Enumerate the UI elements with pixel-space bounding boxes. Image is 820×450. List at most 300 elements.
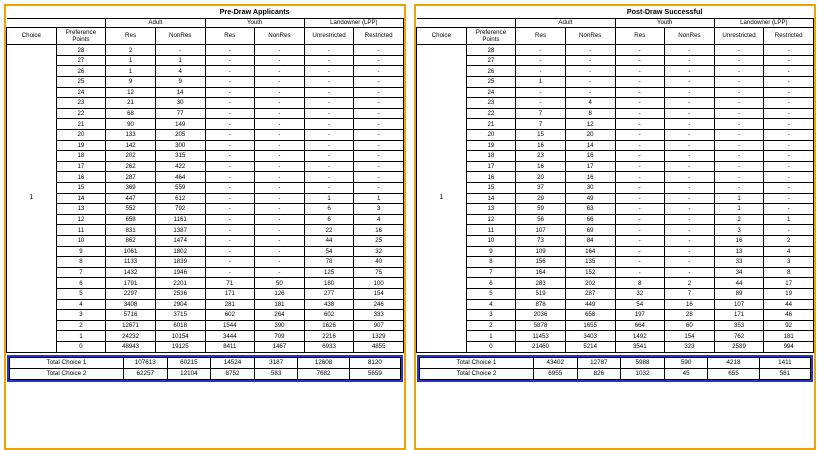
- cell-lpp-unrestricted: -: [714, 140, 764, 151]
- table-row: [417, 341, 814, 352]
- cell-lpp-restricted: -: [354, 183, 404, 194]
- cell-youth-nonres: -: [665, 77, 715, 88]
- cell-youth-nonres: -: [255, 204, 305, 215]
- cell-youth-nonres: -: [255, 161, 305, 172]
- cell-adult-res: 3408: [106, 299, 156, 310]
- cell-adult-nonres: 16: [565, 151, 615, 162]
- cell-lpp-restricted: 92: [764, 320, 814, 331]
- cell-adult-res: 2: [106, 45, 156, 56]
- group-spacer-pp: [56, 19, 106, 27]
- cell-lpp-restricted: 2: [764, 235, 814, 246]
- cell-adult-res: 23: [516, 151, 566, 162]
- cell-lpp-unrestricted: 44: [304, 235, 354, 246]
- cell-lpp-unrestricted: 33: [714, 257, 764, 268]
- cell-lpp-restricted: -: [354, 98, 404, 109]
- cell-preference-points: 19: [466, 140, 516, 151]
- table-row: [7, 310, 404, 321]
- cell-adult-res: 24232: [106, 331, 156, 342]
- header-youth-nonres: NonRes: [665, 27, 715, 45]
- group-spacer-pp: [466, 19, 516, 27]
- cell-adult-res: -: [516, 98, 566, 109]
- cell-lpp-unrestricted: -: [714, 77, 764, 88]
- cell-preference-points: 13: [466, 204, 516, 215]
- cell-adult-res: 12671: [106, 320, 156, 331]
- cell-adult-res: 107: [516, 225, 566, 236]
- cell-adult-nonres: 1161: [155, 214, 205, 225]
- cell-youth-nonres: -: [255, 66, 305, 77]
- group-adult: Adult: [516, 19, 615, 27]
- header-choice: Choice: [417, 27, 467, 45]
- cell-adult-nonres: -: [565, 55, 615, 66]
- totals-youth-res: 1032: [621, 368, 665, 379]
- cell-youth-res: -: [615, 257, 665, 268]
- cell-youth-res: -: [615, 235, 665, 246]
- cell-youth-nonres: -: [255, 151, 305, 162]
- cell-lpp-restricted: -: [354, 130, 404, 141]
- cell-adult-res: 1: [516, 77, 566, 88]
- cell-youth-nonres: 181: [255, 299, 305, 310]
- cell-lpp-unrestricted: 1: [714, 193, 764, 204]
- cell-preference-points: 20: [56, 130, 106, 141]
- cell-adult-nonres: 152: [565, 267, 615, 278]
- cell-youth-res: -: [615, 214, 665, 225]
- cell-youth-nonres: 154: [665, 331, 715, 342]
- cell-youth-res: -: [615, 55, 665, 66]
- table-row: [7, 278, 404, 289]
- header-preference-points: Preference Points: [56, 27, 106, 45]
- choice-value: 1: [417, 45, 467, 352]
- cell-lpp-restricted: -: [764, 172, 814, 183]
- totals-label: Total Choice 1: [420, 357, 534, 368]
- header-youth-res: Res: [205, 27, 255, 45]
- cell-youth-res: 664: [615, 320, 665, 331]
- cell-lpp-unrestricted: 2: [714, 214, 764, 225]
- cell-adult-nonres: 30: [155, 98, 205, 109]
- cell-youth-nonres: -: [665, 140, 715, 151]
- cell-youth-res: -: [615, 193, 665, 204]
- header-adult-res: Res: [516, 27, 566, 45]
- cell-lpp-unrestricted: 602: [304, 310, 354, 321]
- cell-adult-res: 16: [516, 140, 566, 151]
- cell-adult-nonres: 9: [155, 77, 205, 88]
- table-row: [417, 119, 814, 130]
- cell-preference-points: 6: [56, 278, 106, 289]
- cell-youth-res: -: [205, 246, 255, 257]
- cell-adult-res: 7: [516, 119, 566, 130]
- cell-adult-nonres: 3403: [565, 331, 615, 342]
- cell-adult-nonres: 19125: [155, 341, 205, 352]
- cell-youth-nonres: 16: [665, 299, 715, 310]
- cell-adult-nonres: 17: [565, 161, 615, 172]
- cell-youth-nonres: -: [255, 172, 305, 183]
- cell-lpp-restricted: 333: [354, 310, 404, 321]
- cell-lpp-unrestricted: 54: [304, 246, 354, 257]
- cell-adult-res: -: [516, 55, 566, 66]
- cell-youth-nonres: 126: [255, 288, 305, 299]
- cell-youth-res: 197: [615, 310, 665, 321]
- cell-adult-nonres: 12: [565, 119, 615, 130]
- table-row: [417, 140, 814, 151]
- cell-preference-points: 21: [56, 119, 106, 130]
- totals-box-pre-draw: [7, 355, 403, 383]
- cell-adult-res: 447: [106, 193, 156, 204]
- cell-adult-nonres: 422: [155, 161, 205, 172]
- cell-lpp-unrestricted: -: [304, 172, 354, 183]
- cell-lpp-restricted: 8: [764, 267, 814, 278]
- cell-adult-res: 1133: [106, 257, 156, 268]
- table-row: [417, 310, 814, 321]
- table-row: [7, 193, 404, 204]
- cell-preference-points: 24: [56, 87, 106, 98]
- cell-preference-points: 25: [466, 77, 516, 88]
- cell-lpp-unrestricted: 1: [714, 204, 764, 215]
- cell-preference-points: 5: [466, 288, 516, 299]
- cell-preference-points: 27: [466, 55, 516, 66]
- cell-youth-nonres: 709: [255, 331, 305, 342]
- cell-youth-nonres: -: [665, 183, 715, 194]
- cell-youth-res: 32: [615, 288, 665, 299]
- totals-youth-nonres: 45: [664, 368, 708, 379]
- cell-adult-res: 16: [516, 161, 566, 172]
- cell-preference-points: 3: [466, 310, 516, 321]
- cell-preference-points: 12: [56, 214, 106, 225]
- totals-youth-res: 5988: [621, 357, 665, 368]
- table-row: [417, 246, 814, 257]
- totals-youth-res: 14524: [211, 357, 255, 368]
- header-lpp-unrestricted: Unrestricted: [304, 27, 354, 45]
- header-lpp-restricted: Restricted: [354, 27, 404, 45]
- table-row: [417, 108, 814, 119]
- cell-youth-nonres: -: [665, 108, 715, 119]
- cell-youth-nonres: -: [665, 161, 715, 172]
- cell-adult-nonres: 559: [155, 183, 205, 194]
- cell-youth-nonres: -: [665, 204, 715, 215]
- cell-lpp-restricted: -: [764, 161, 814, 172]
- cell-adult-res: 11453: [516, 331, 566, 342]
- cell-adult-res: 1432: [106, 267, 156, 278]
- table-row: [7, 204, 404, 215]
- cell-adult-res: 2036: [516, 310, 566, 321]
- cell-preference-points: 9: [466, 246, 516, 257]
- table-row: [417, 151, 814, 162]
- group-header-row: [417, 19, 814, 27]
- cell-lpp-unrestricted: 2216: [304, 331, 354, 342]
- cell-adult-res: 37: [516, 183, 566, 194]
- cell-lpp-unrestricted: 277: [304, 288, 354, 299]
- cell-youth-nonres: -: [255, 45, 305, 56]
- cell-youth-res: -: [205, 130, 255, 141]
- cell-adult-nonres: -: [155, 45, 205, 56]
- cell-lpp-restricted: -: [764, 225, 814, 236]
- cell-adult-nonres: 658: [565, 310, 615, 321]
- cell-adult-res: 5878: [516, 320, 566, 331]
- cell-lpp-unrestricted: 762: [714, 331, 764, 342]
- group-youth: Youth: [205, 19, 304, 27]
- totals-table-post-draw: [419, 357, 811, 381]
- cell-adult-res: 90: [106, 119, 156, 130]
- cell-preference-points: 13: [56, 204, 106, 215]
- cell-lpp-unrestricted: 438: [304, 299, 354, 310]
- cell-lpp-unrestricted: 16: [714, 235, 764, 246]
- cell-adult-nonres: 84: [565, 235, 615, 246]
- cell-youth-res: 602: [205, 310, 255, 321]
- cell-adult-res: 831: [106, 225, 156, 236]
- cell-preference-points: 8: [466, 257, 516, 268]
- table-row: [417, 45, 814, 56]
- cell-lpp-restricted: -: [764, 45, 814, 56]
- cell-preference-points: 16: [56, 172, 106, 183]
- table-row: [7, 151, 404, 162]
- totals-lpp-unrestricted: 655: [708, 368, 759, 379]
- cell-youth-nonres: -: [255, 140, 305, 151]
- cell-adult-res: 29: [516, 193, 566, 204]
- table-row: [417, 331, 814, 342]
- cell-preference-points: 11: [466, 225, 516, 236]
- cell-preference-points: 27: [56, 55, 106, 66]
- cell-adult-nonres: 30: [565, 183, 615, 194]
- cell-adult-res: 109: [516, 246, 566, 257]
- cell-lpp-restricted: 4: [354, 214, 404, 225]
- cell-adult-nonres: 164: [565, 246, 615, 257]
- table-row: [7, 235, 404, 246]
- cell-adult-nonres: -: [565, 77, 615, 88]
- cell-adult-nonres: 464: [155, 172, 205, 183]
- cell-adult-nonres: 1: [155, 55, 205, 66]
- cell-preference-points: 0: [466, 341, 516, 352]
- cell-preference-points: 9: [56, 246, 106, 257]
- cell-youth-res: 1544: [205, 320, 255, 331]
- cell-adult-res: 164: [516, 267, 566, 278]
- header-lpp-unrestricted: Unrestricted: [714, 27, 764, 45]
- cell-adult-res: 283: [516, 278, 566, 289]
- table-row: [7, 161, 404, 172]
- cell-lpp-unrestricted: -: [304, 77, 354, 88]
- cell-lpp-restricted: 75: [354, 267, 404, 278]
- cell-lpp-unrestricted: 6933: [304, 341, 354, 352]
- group-landowner: Landowner (LPP): [714, 19, 813, 27]
- cell-lpp-unrestricted: 171: [714, 310, 764, 321]
- table-row: [7, 55, 404, 66]
- cell-adult-res: 369: [106, 183, 156, 194]
- cell-youth-nonres: -: [255, 214, 305, 225]
- cell-lpp-unrestricted: 89: [714, 288, 764, 299]
- cell-lpp-unrestricted: 180: [304, 278, 354, 289]
- table-row: [7, 172, 404, 183]
- cell-lpp-unrestricted: -: [714, 130, 764, 141]
- cell-adult-res: 287: [106, 172, 156, 183]
- cell-adult-res: 15: [516, 130, 566, 141]
- cell-adult-nonres: 1655: [565, 320, 615, 331]
- cell-youth-nonres: -: [665, 235, 715, 246]
- table-row: [417, 87, 814, 98]
- cell-adult-res: 133: [106, 130, 156, 141]
- cell-adult-nonres: 14: [565, 140, 615, 151]
- table-row: [7, 45, 404, 56]
- cell-adult-nonres: 1839: [155, 257, 205, 268]
- cell-lpp-unrestricted: -: [304, 140, 354, 151]
- totals-adult-res: 62257: [123, 368, 167, 379]
- cell-youth-nonres: -: [665, 246, 715, 257]
- cell-preference-points: 12: [466, 214, 516, 225]
- table-row: [417, 172, 814, 183]
- cell-lpp-unrestricted: 6: [304, 204, 354, 215]
- cell-lpp-restricted: -: [354, 140, 404, 151]
- group-youth: Youth: [615, 19, 714, 27]
- cell-lpp-restricted: 44: [764, 299, 814, 310]
- cell-youth-res: -: [205, 214, 255, 225]
- cell-lpp-restricted: -: [764, 204, 814, 215]
- cell-preference-points: 25: [56, 77, 106, 88]
- table-row: [7, 77, 404, 88]
- totals-row: [10, 368, 401, 379]
- cell-adult-nonres: 49: [565, 193, 615, 204]
- header-choice: Choice: [7, 27, 57, 45]
- cell-youth-nonres: -: [255, 77, 305, 88]
- cell-adult-nonres: 4: [565, 98, 615, 109]
- cell-youth-res: -: [615, 204, 665, 215]
- cell-youth-res: -: [615, 246, 665, 257]
- cell-adult-nonres: 8: [565, 108, 615, 119]
- cell-adult-nonres: 1802: [155, 246, 205, 257]
- cell-adult-nonres: 612: [155, 193, 205, 204]
- cell-lpp-restricted: 907: [354, 320, 404, 331]
- cell-youth-nonres: 323: [665, 341, 715, 352]
- cell-adult-nonres: 6018: [155, 320, 205, 331]
- cell-youth-nonres: -: [255, 108, 305, 119]
- cell-youth-nonres: -: [665, 267, 715, 278]
- cell-youth-nonres: -: [665, 193, 715, 204]
- table-title-row: [417, 6, 814, 19]
- cell-lpp-restricted: 181: [764, 331, 814, 342]
- table-row: [417, 278, 814, 289]
- cell-lpp-restricted: 17: [764, 278, 814, 289]
- cell-preference-points: 23: [56, 98, 106, 109]
- cell-adult-res: 202: [106, 151, 156, 162]
- table-row: [7, 66, 404, 77]
- cell-lpp-restricted: 16: [354, 225, 404, 236]
- cell-youth-res: 8411: [205, 341, 255, 352]
- cell-lpp-restricted: -: [354, 119, 404, 130]
- cell-youth-res: -: [205, 257, 255, 268]
- totals-youth-nonres: 583: [254, 368, 298, 379]
- cell-youth-nonres: -: [255, 98, 305, 109]
- cell-adult-res: 73: [516, 235, 566, 246]
- table-row: [7, 98, 404, 109]
- table-row: [417, 257, 814, 268]
- cell-lpp-restricted: 1329: [354, 331, 404, 342]
- cell-adult-res: -: [516, 66, 566, 77]
- table-row: [7, 119, 404, 130]
- cell-lpp-restricted: -: [354, 45, 404, 56]
- totals-lpp-unrestricted: 12608: [298, 357, 349, 368]
- cell-youth-nonres: -: [255, 257, 305, 268]
- cell-preference-points: 18: [466, 151, 516, 162]
- cell-youth-nonres: -: [255, 193, 305, 204]
- cell-lpp-restricted: -: [764, 193, 814, 204]
- cell-lpp-unrestricted: -: [714, 172, 764, 183]
- cell-youth-res: 71: [205, 278, 255, 289]
- cell-youth-res: -: [615, 77, 665, 88]
- cell-youth-res: -: [615, 130, 665, 141]
- cell-lpp-restricted: 25: [354, 235, 404, 246]
- header-lpp-restricted: Restricted: [764, 27, 814, 45]
- cell-lpp-unrestricted: -: [714, 45, 764, 56]
- cell-youth-nonres: -: [665, 214, 715, 225]
- cell-youth-res: -: [205, 204, 255, 215]
- cell-adult-nonres: -: [565, 45, 615, 56]
- cell-youth-nonres: -: [665, 98, 715, 109]
- cell-lpp-unrestricted: -: [304, 183, 354, 194]
- cell-youth-res: -: [205, 119, 255, 130]
- cell-preference-points: 28: [56, 45, 106, 56]
- table-row: [417, 299, 814, 310]
- cell-adult-res: 1061: [106, 246, 156, 257]
- cell-lpp-unrestricted: -: [714, 161, 764, 172]
- table-row: [417, 267, 814, 278]
- cell-adult-res: 156: [516, 257, 566, 268]
- cell-lpp-unrestricted: 6: [304, 214, 354, 225]
- cell-adult-res: 1791: [106, 278, 156, 289]
- totals-adult-nonres: 12787: [577, 357, 621, 368]
- cell-lpp-unrestricted: -: [304, 66, 354, 77]
- cell-lpp-restricted: -: [764, 130, 814, 141]
- totals-lpp-restricted: 8120: [349, 357, 400, 368]
- cell-lpp-unrestricted: 1: [304, 193, 354, 204]
- cell-lpp-unrestricted: 13: [714, 246, 764, 257]
- cell-youth-res: -: [205, 193, 255, 204]
- totals-youth-res: 8752: [211, 368, 255, 379]
- cell-adult-nonres: 449: [565, 299, 615, 310]
- table-row: [417, 235, 814, 246]
- cell-youth-res: -: [615, 161, 665, 172]
- totals-label: Total Choice 1: [10, 357, 124, 368]
- cell-adult-nonres: 287: [565, 288, 615, 299]
- totals-row: [420, 368, 811, 379]
- cell-lpp-restricted: 3: [764, 257, 814, 268]
- cell-adult-nonres: 205: [155, 130, 205, 141]
- table-pre-draw: [6, 6, 404, 353]
- cell-lpp-unrestricted: -: [304, 55, 354, 66]
- cell-youth-nonres: -: [665, 151, 715, 162]
- choice-value: 1: [7, 45, 57, 352]
- cell-preference-points: 4: [56, 299, 106, 310]
- totals-adult-nonres: 60215: [167, 357, 211, 368]
- cell-lpp-restricted: -: [354, 66, 404, 77]
- table-row: [7, 341, 404, 352]
- totals-box-post-draw: [417, 355, 813, 383]
- cell-youth-res: -: [205, 172, 255, 183]
- cell-preference-points: 28: [466, 45, 516, 56]
- cell-lpp-unrestricted: -: [714, 151, 764, 162]
- cell-lpp-unrestricted: -: [304, 108, 354, 119]
- cell-preference-points: 10: [56, 235, 106, 246]
- cell-lpp-unrestricted: 3: [714, 225, 764, 236]
- cell-lpp-restricted: -: [764, 55, 814, 66]
- cell-youth-nonres: -: [255, 183, 305, 194]
- cell-preference-points: 0: [56, 341, 106, 352]
- totals-lpp-restricted: 581: [759, 368, 810, 379]
- table-post-draw: [416, 6, 814, 353]
- cell-lpp-unrestricted: -: [714, 119, 764, 130]
- table-row: [7, 214, 404, 225]
- header-adult-res: Res: [106, 27, 156, 45]
- cell-youth-res: -: [615, 108, 665, 119]
- cell-youth-res: -: [205, 183, 255, 194]
- cell-lpp-unrestricted: 2589: [714, 341, 764, 352]
- cell-lpp-restricted: 994: [764, 341, 814, 352]
- cell-lpp-restricted: -: [354, 172, 404, 183]
- cell-youth-nonres: 28: [665, 310, 715, 321]
